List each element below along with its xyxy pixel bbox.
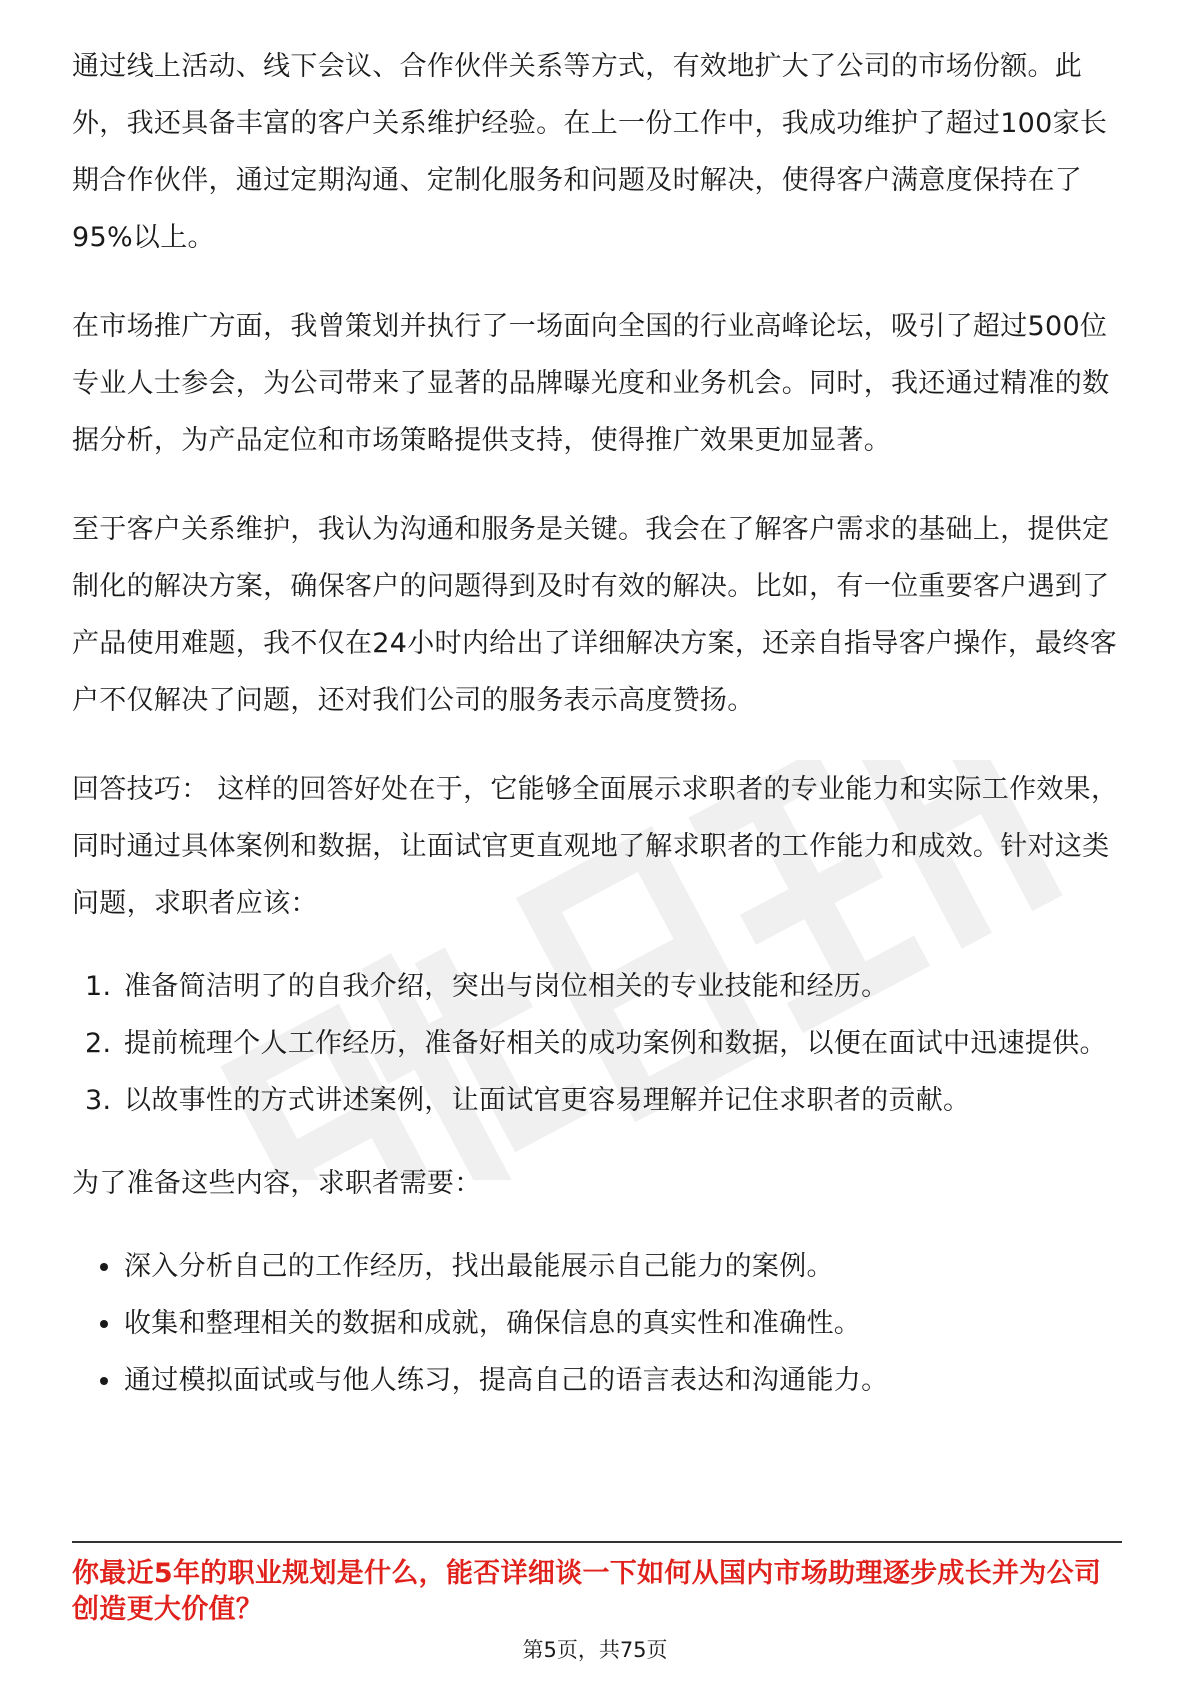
list-item-text: 提前梳理个人工作经历，准备好相关的成功案例和数据，以便在面试中迅速提供。 [124, 1028, 1107, 1059]
paragraph-prep-intro: 为了准备这些内容，求职者需要： [72, 1168, 482, 1199]
list-item [72, 1238, 1122, 1295]
list-item-text: 深入分析自己的工作经历，找出最能展示自己能力的案例。 [124, 1251, 834, 1282]
list-item-text: 以故事性的方式讲述案例，让面试官更容易理解并记住求职者的贡献。 [124, 1085, 971, 1116]
bullet-dot-icon [100, 1263, 108, 1271]
prep-bullet-list [72, 1238, 1122, 1409]
list-item-text: 收集和整理相关的数据和成就，确保信息的真实性和准确性。 [124, 1308, 862, 1339]
tips-numbered-list [72, 958, 1122, 1129]
paragraph-marketing: 在市场推广方面，我曾策划并执行了一场面向全国的行业高峰论坛，吸引了超过500位专业人士参会，为公司带来了显著的品牌曝光度和业务机会。同时，我还通过精准的数据分析，为产品定位和市场策略提供支持，使得推广效果更加显著。 [72, 311, 1110, 456]
section-divider [72, 1541, 1122, 1543]
list-number: 2. [85, 1028, 112, 1059]
paragraph-customer-relations: 至于客户关系维护，我认为沟通和服务是关键。我会在了解客户需求的基础上，提供定制化的解决方案，确保客户的问题得到及时有效的解决。比如，有一位重要客户遇到了产品使用难题，我不仅在24小时内给出了详细解决方案，还亲自指导客户操作，最终客户不仅解决了问题，还对我们公司的服务表示高度赞扬。 [72, 514, 1118, 716]
next-question-heading: 你最近5年的职业规划是什么，能否详细谈一下如何从国内市场助理逐步成长并为公司创造更大价值？ [72, 1558, 1102, 1625]
list-item [72, 1352, 1122, 1409]
list-item-text: 通过模拟面试或与他人练习，提高自己的语言表达和沟通能力。 [124, 1365, 889, 1396]
list-item [72, 1072, 1122, 1129]
list-item-text: 准备简洁明了的自我介绍，突出与岗位相关的专业技能和经历。 [124, 971, 889, 1002]
paragraph-market-share: 通过线上活动、线下会议、合作伙伴关系等方式，有效地扩大了公司的市场份额。此外，我还具备丰富的客户关系维护经验。在上一份工作中，我成功维护了超过100家长期合作伙伴，通过定期沟通、定制化服务和问题及时解决，使得客户满意度保持在了95%以上。 [72, 51, 1108, 253]
page-number: 第5页，共75页 [522, 1638, 668, 1662]
document-body [72, 38, 1122, 1409]
list-number: 3. [85, 1085, 112, 1116]
bullet-dot-icon [100, 1320, 108, 1328]
paragraph-answer-tips: 回答技巧： 这样的回答好处在于，它能够全面展示求职者的专业能力和实际工作效果，同时通过具体案例和数据，让面试官更直观地了解求职者的工作能力和成效。针对这类问题，求职者应该： [72, 774, 1119, 919]
list-number: 1. [85, 971, 112, 1002]
list-item [72, 1295, 1122, 1352]
list-item [72, 1015, 1122, 1072]
bullet-dot-icon [100, 1377, 108, 1385]
list-item [72, 958, 1122, 1015]
